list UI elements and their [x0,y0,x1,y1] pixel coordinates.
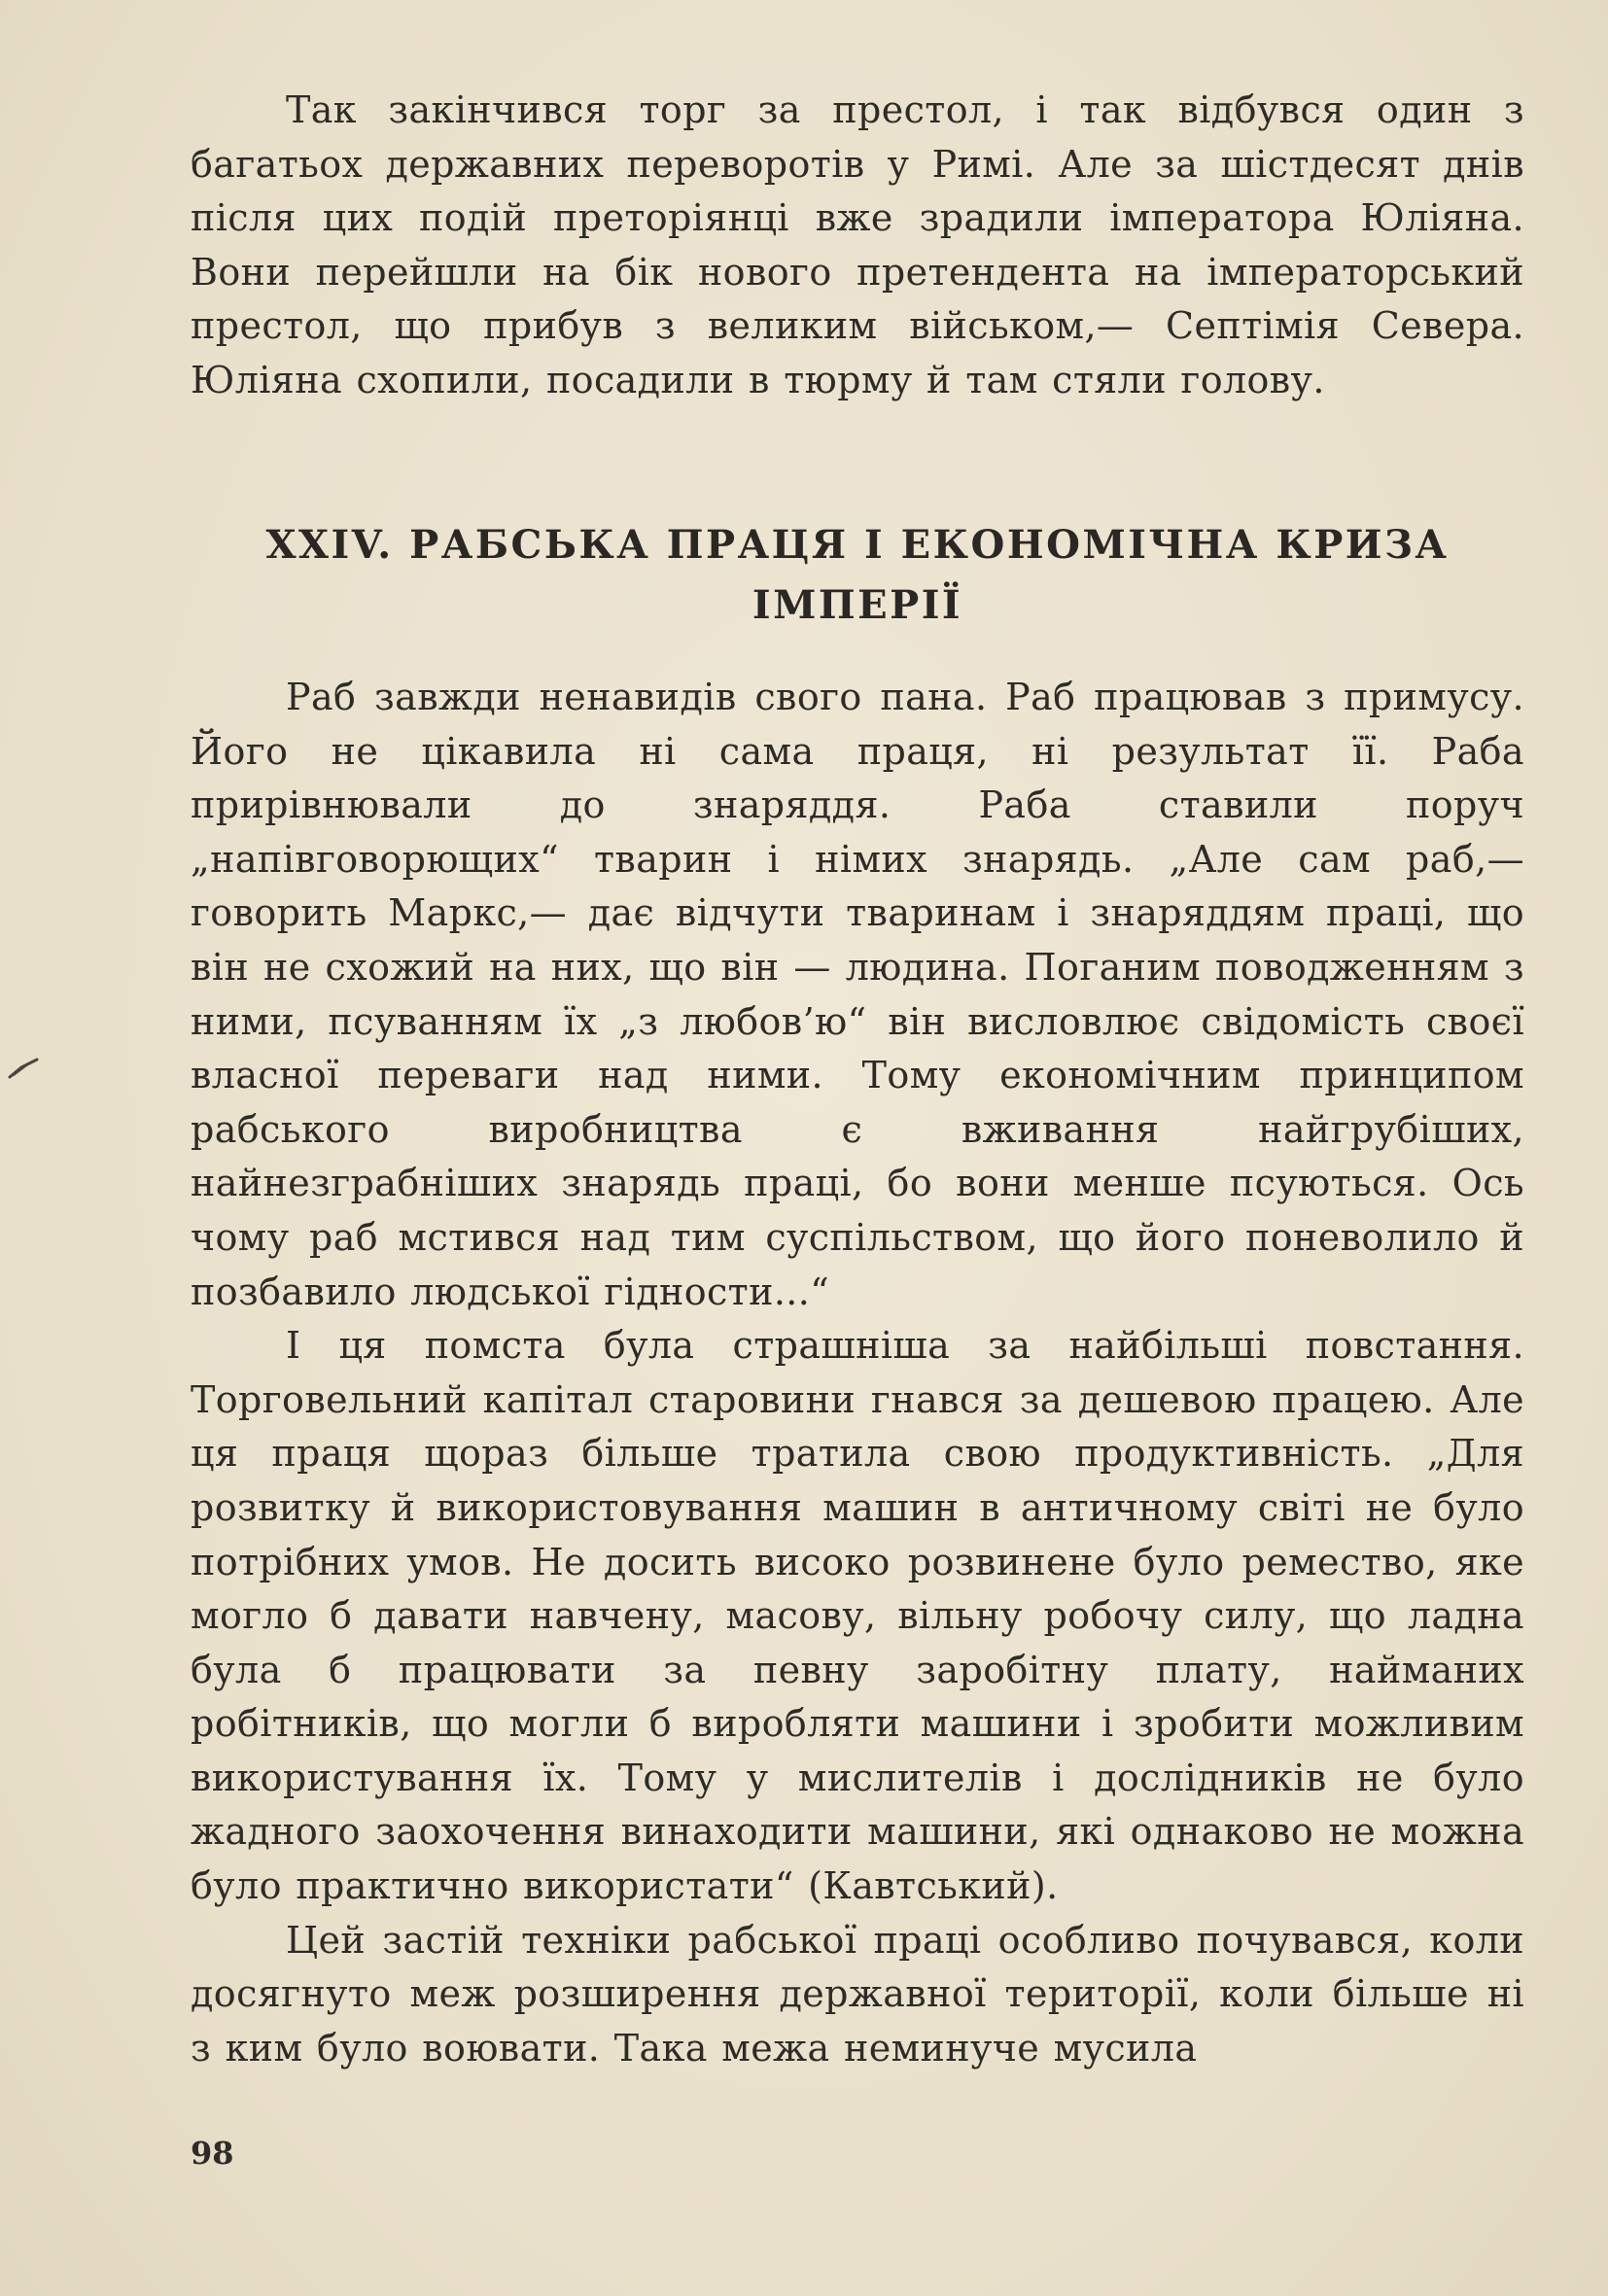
pencil-mark-icon [8,1052,41,1085]
main-text-block [191,671,1524,2075]
chapter-title-line1: XXIV. РАБСЬКА ПРАЦЯ І ЕКОНОМІЧНА КРИЗА [265,522,1450,568]
top-text-block [191,84,1524,408]
paragraph-top: Так закінчився торг за престол, і так відбувся один з багатьох державних переворотів у Римі. Але за шістдесят днів після цих подій преторіянці вже зрадили імператора Юліяна. Вони перейшли на бік нового претендента на імператорський престол, що прибув з великим військом,— Септімія Севера. Юліяна схопили, посадили в тюрму й там стяли голову. [191,88,1524,401]
paragraph-2: І ця помста була страшніша за найбільші повстання. Торговельний капітал старовини гнався за дешевою працею. Але ця праця щораз більше тратила свою продуктивність. „Для розвитку й використовування машин в античному світі не було потрібних умов. Не досить високо розвинене було ремество, яке могло б давати навчену, масову, вільну робочу силу, що ладна була б працювати за певну заробітну плату, найманих робітників, що могли б виробляти машини і зробити можливим використування їх. Тому у мислителів і дослідників не було жадного заохочення винаходити машини, які однаково не можна було практично використати“ (Кавтський). [191,1324,1524,1908]
chapter-heading [191,515,1524,636]
chapter-title-line2: ІМПЕРІЇ [752,582,963,628]
page-number: 98 [191,2135,234,2172]
paragraph-3: Цей застій техніки рабської праці особливо почувався, коли досягнуто меж розширення державної території, коли більше ні з ким було воювати. Така межа неминуче мусила [191,1918,1524,2070]
paragraph-1: Раб завжди ненавидів свого пана. Раб працював з примусу. Його не цікавила ні сама праця, ні результат її. Раба прирівнювали до знаряддя. Раба ставили поруч „напівговорющих“ тварин і німих знарядь. „Але сам раб,— говорить Маркс,— дає відчути тваринам і знаряддям праці, що він не схожий на них, що він — людина. Поганим поводженням з ними, псуванням їх „з любов’ю“ він висловлює свідомість своєї власної переваги над ними. Тому економічним принципом рабського виробництва є вживання найгрубіших, найнезграбніших знарядь праці, бо вони менше псуються. Ось чому раб мстився над тим суспільством, що його поневолило й позбавило людської гідности...“ [191,676,1524,1313]
